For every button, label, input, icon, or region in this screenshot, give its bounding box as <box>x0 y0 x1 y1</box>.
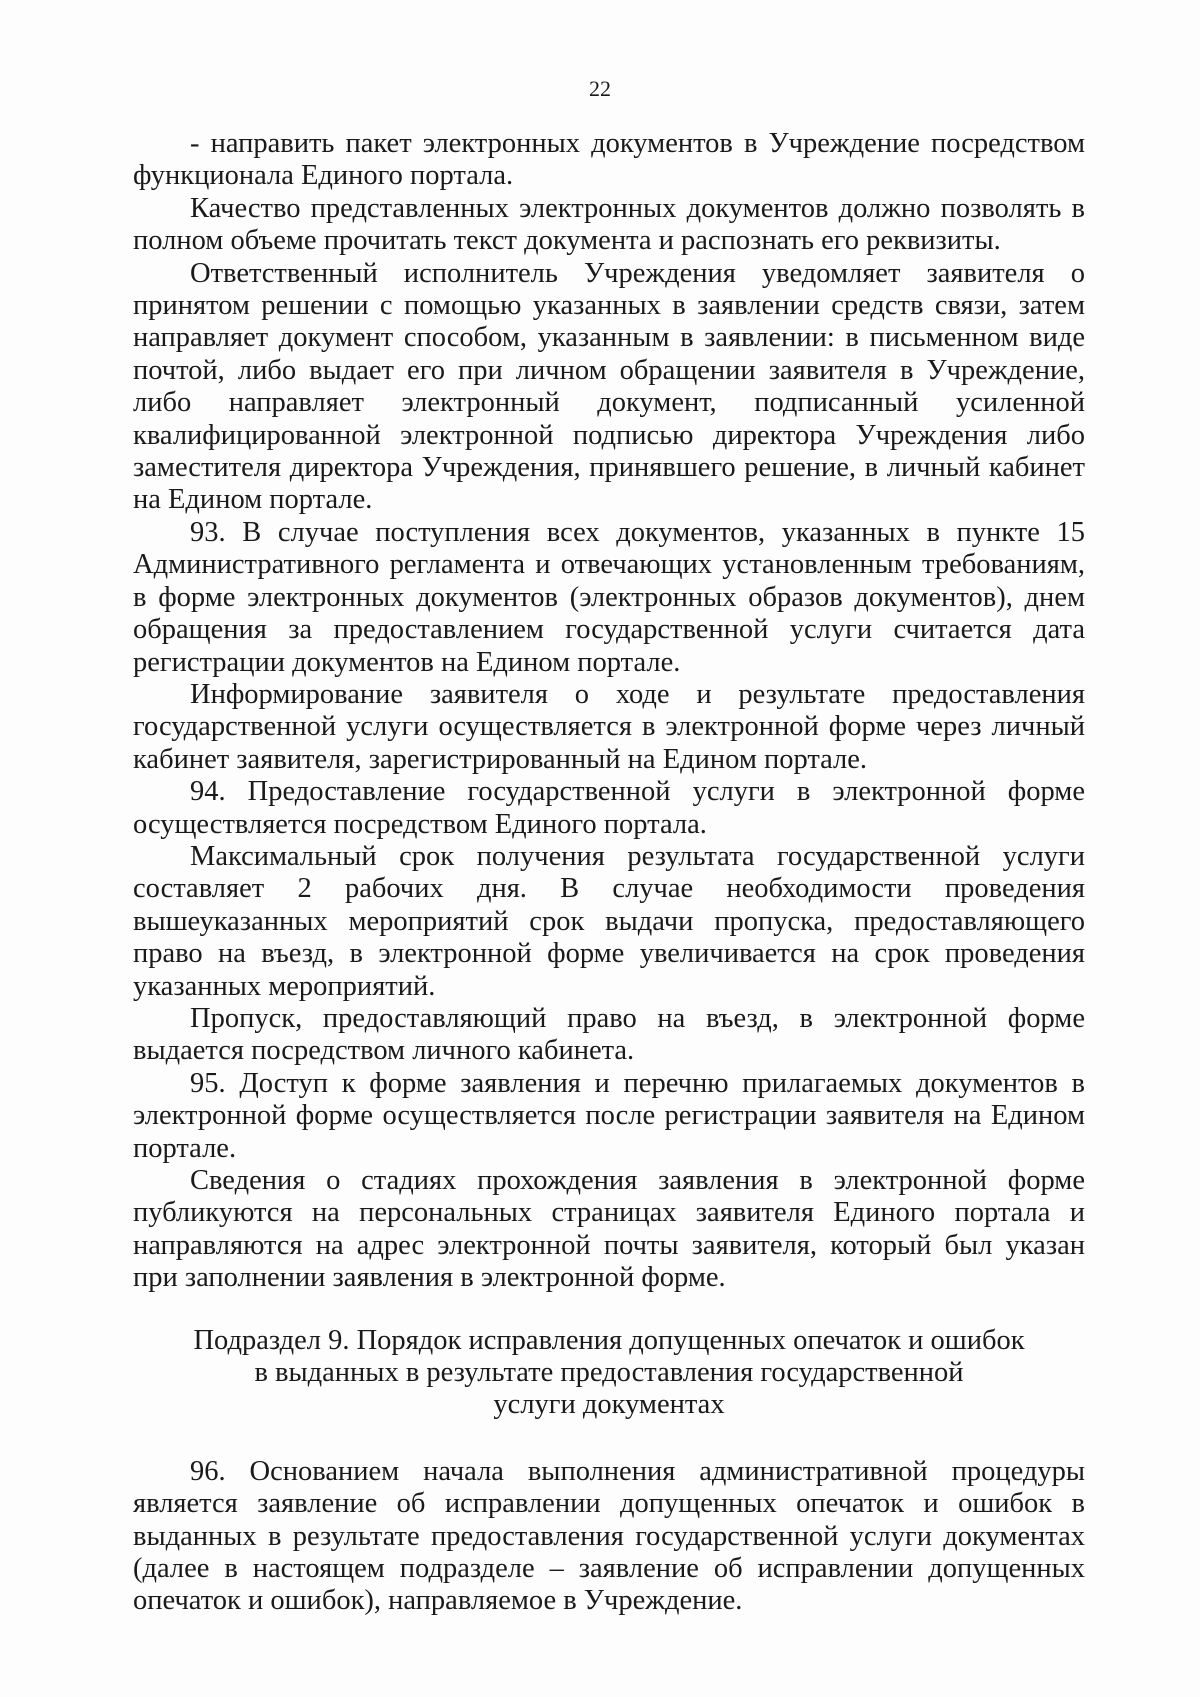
paragraph: - направить пакет электронных документов в Учреждение посредством функционала Единого портала. <box>133 128 1085 192</box>
paragraph: Ответственный исполнитель Учреждения уведомляет заявителя о принятом решении с помощью указанных в заявлении средств связи, затем направляет документ способом, указанным в заявлении: в письменном виде почтой, либо выдает его при личном обращении заявителя в Учреждение, либо направляет электронный документ, подписанный усиленной квалифицированной электронной подписью директора Учреждения либо заместителя директора Учреждения, принявшего решение, в личный кабинет на Едином портале. <box>133 257 1085 516</box>
subsection-heading-line: в выданных в результате предоставления государственной <box>254 1357 964 1389</box>
document-body <box>133 128 1085 1618</box>
subsection-heading-line: Подраздел 9. Порядок исправления допущенных опечаток и ошибок <box>193 1324 1025 1356</box>
paragraph: Информирование заявителя о ходе и результате предоставления государственной услуги осуществляется в электронной форме через личный кабинет заявителя, зарегистрированный на Едином портале. <box>133 678 1085 775</box>
subsection-heading <box>133 1325 1085 1422</box>
paragraph: Сведения о стадиях прохождения заявления в электронной форме публикуются на персональных страницах заявителя Единого портала и направляются на адрес электронной почты заявителя, который был указан при заполнении заявления в электронной форме. <box>133 1165 1085 1294</box>
paragraph: Качество представленных электронных документов должно позволять в полном объеме прочитать текст документа и распознать его реквизиты. <box>133 192 1085 257</box>
paragraph-93: 93. В случае поступления всех документов, указанных в пункте 15 Административного регламента и отвечающих установленным требованиям, в форме электронных документов (электронных образов документов), днем обращения за предоставлением государственной услуги считается дата регистрации документов на Едином портале. <box>133 516 1085 678</box>
paragraph: Максимальный срок получения результата государственной услуги составляет 2 рабочих дня. В случае необходимости проведения вышеуказанных мероприятий срок выдачи пропуска, предоставляющего право на въезд, в электронной форме увеличивается на срок проведения указанных мероприятий. <box>133 840 1085 1002</box>
page-number: 22 <box>589 76 611 101</box>
subsection-heading-line: услуги документах <box>493 1389 725 1421</box>
paragraph-95: 95. Доступ к форме заявления и перечню прилагаемых документов в электронной форме осуществляется после регистрации заявителя на Едином портале. <box>133 1067 1085 1164</box>
paragraph-94: 94. Предоставление государственной услуги в электронной форме осуществляется посредством Единого портала. <box>133 776 1085 840</box>
paragraph: Пропуск, предоставляющий право на въезд, в электронной форме выдается посредством личного кабинета. <box>133 1002 1085 1067</box>
paragraph-96: 96. Основанием начала выполнения административной процедуры является заявление об исправлении допущенных опечаток и ошибок в выданных в результате предоставления государственной услуги документах (далее в настоящем подразделе – заявление об исправлении допущенных опечаток и ошибок), направляемое в Учреждение. <box>133 1455 1085 1617</box>
